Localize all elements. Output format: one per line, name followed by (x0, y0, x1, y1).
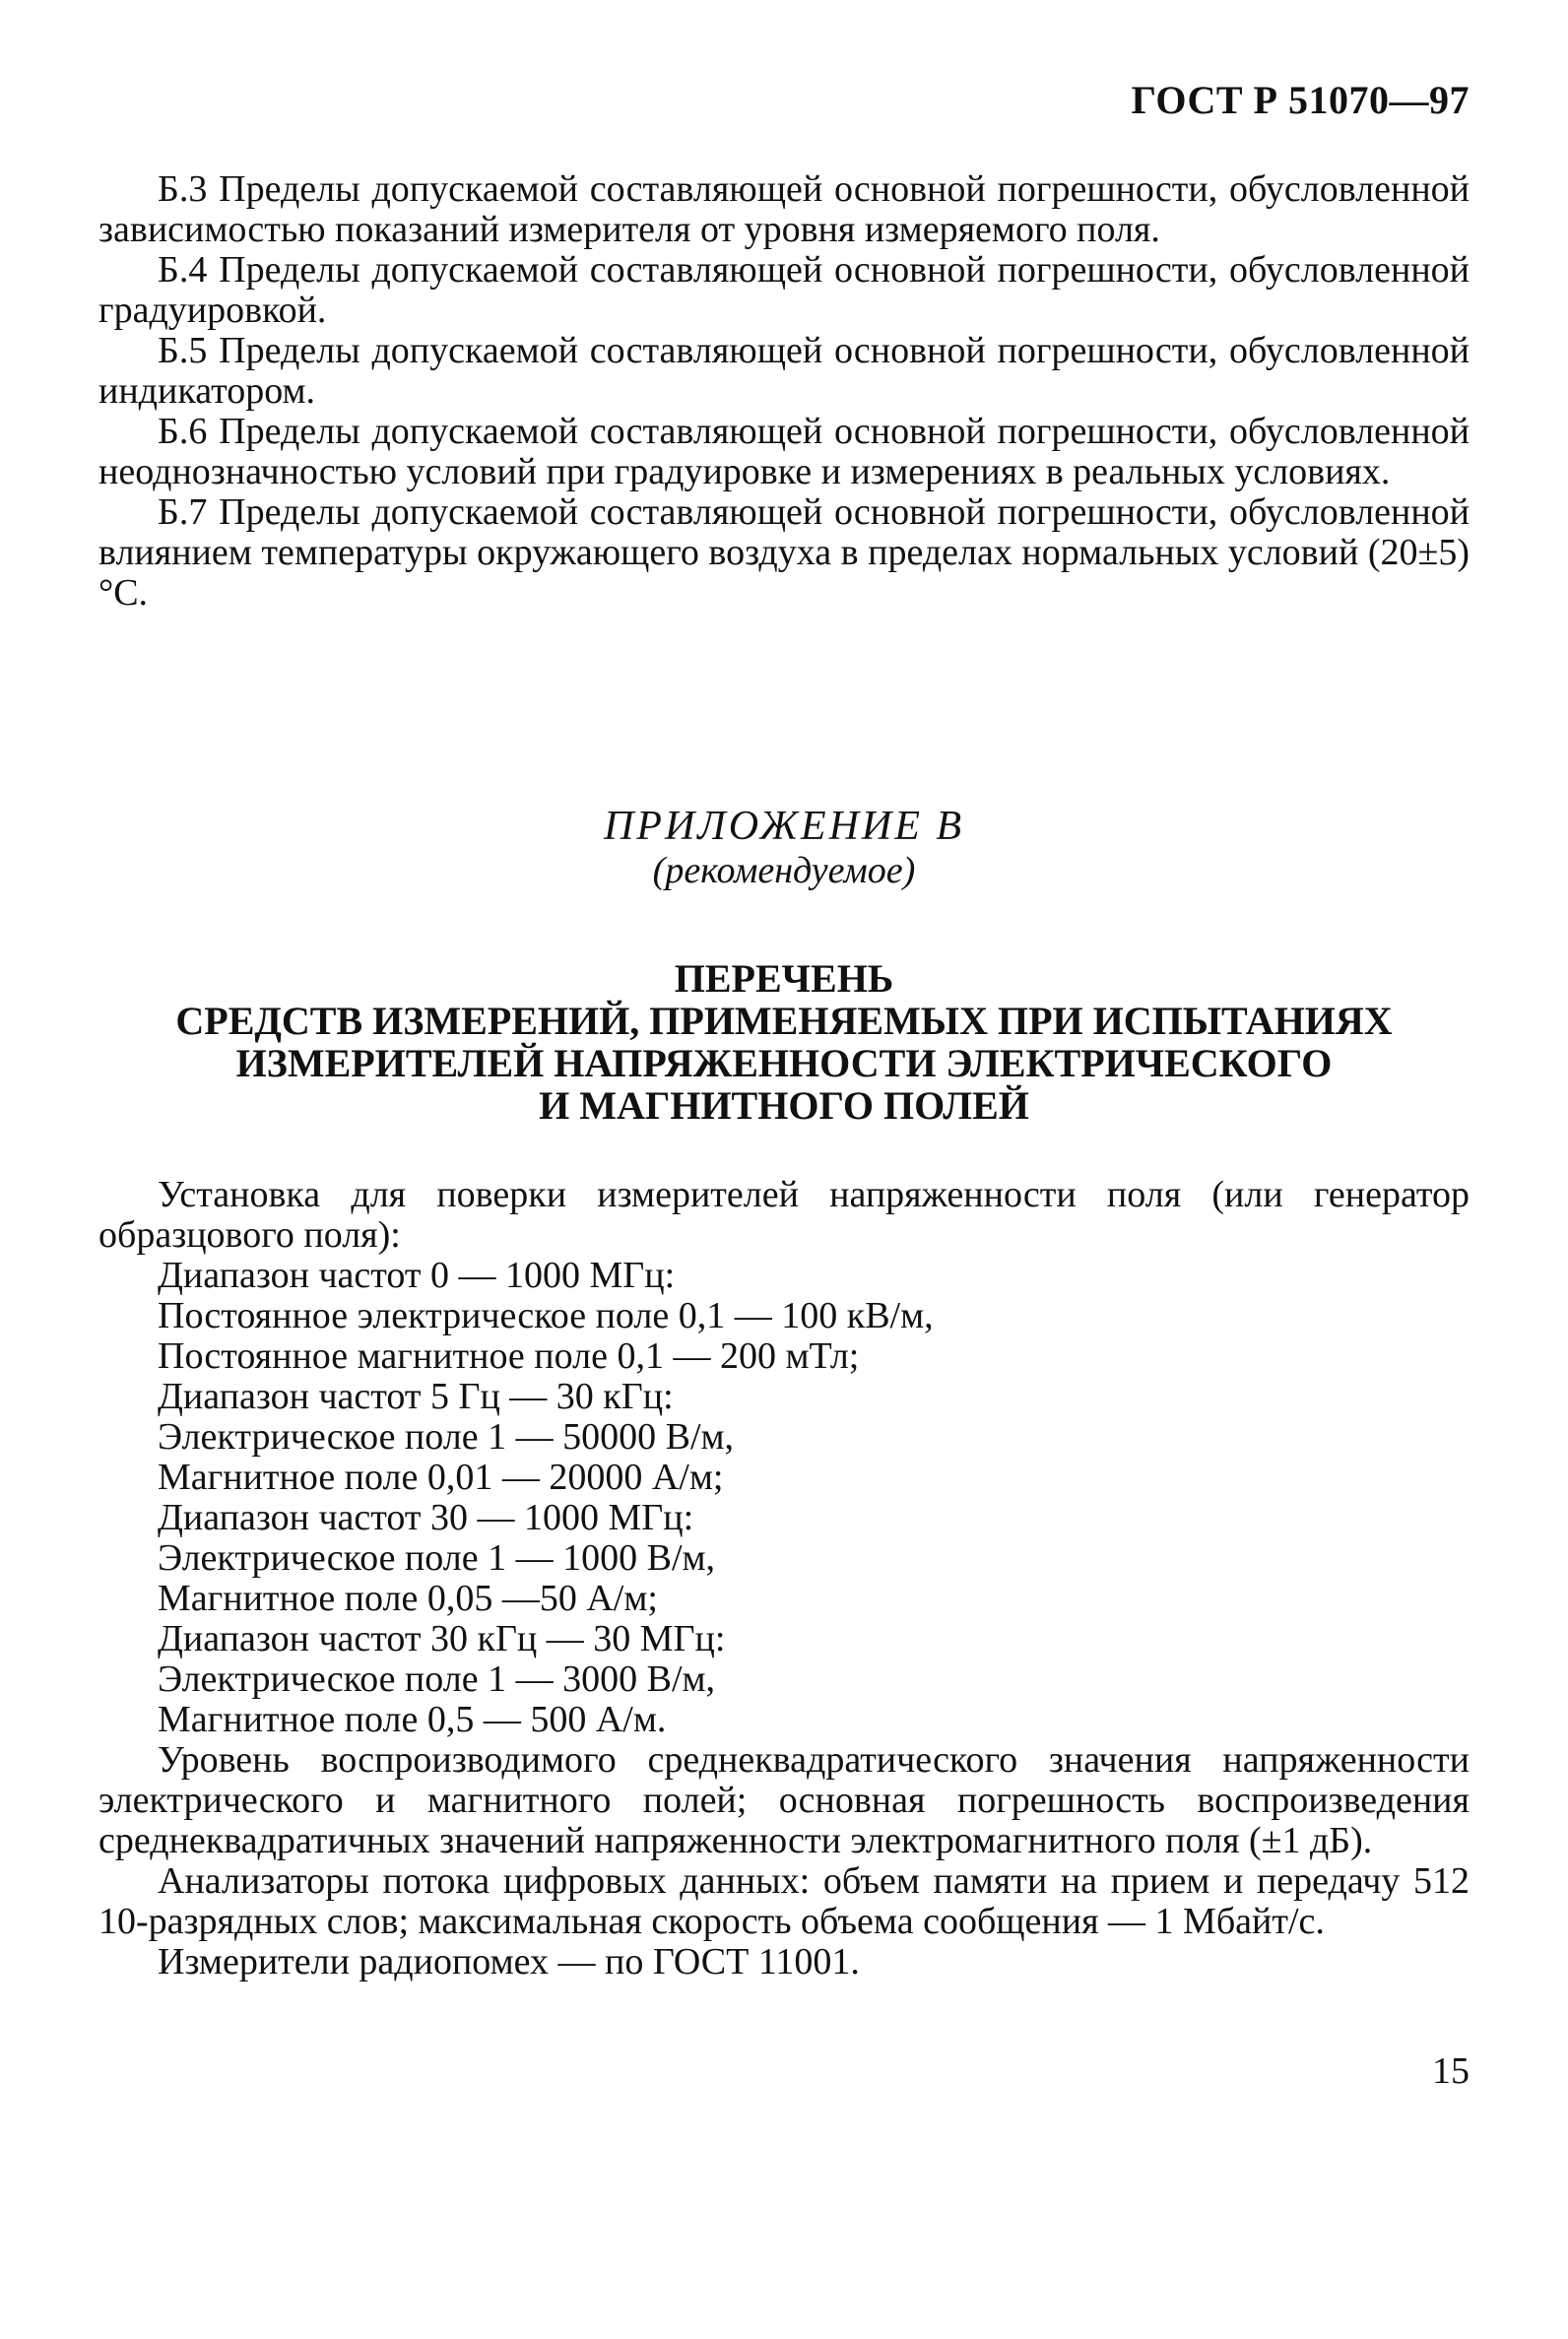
spec-item: Постоянное электрическое поле 0,1 — 100 кВ/м, (158, 1295, 934, 1336)
spec-item: Диапазон частот 30 — 1000 МГц: (158, 1497, 694, 1538)
spec-item: Электрическое поле 1 — 3000 В/м, (158, 1658, 716, 1700)
spec-item: Постоянное магнитное поле 0,1 — 200 мТл; (158, 1335, 860, 1377)
intro-paragraph: Установка для поверки измерителей напряженности поля (или генератор образцового поля): (98, 1174, 1470, 1256)
spec-item: Диапазон частот 0 — 1000 МГц: (158, 1255, 676, 1296)
appendix-heading (0, 957, 1568, 1127)
spec-item: Диапазон частот 30 кГц — 30 МГц: (158, 1618, 726, 1659)
paragraph-b7: Б.7 Пределы допускаемой составляющей основной погрешности, обусловленной влиянием температуры окружающего воздуха в пределах нормальных условий (20±5) °С. (98, 491, 1470, 614)
radio-interference-paragraph: Измерители радиопомех — по ГОСТ 11001. (158, 1941, 860, 1982)
paragraph-b6: Б.6 Пределы допускаемой составляющей основной погрешности, обусловленной неоднозначностью условий при градуировке и измерениях в реальных условиях. (98, 411, 1470, 492)
appendix-title: ПРИЛОЖЕНИЕ В (603, 804, 965, 849)
spec-item: Электрическое поле 1 — 1000 В/м, (158, 1537, 716, 1579)
spec-item: Магнитное поле 0,01 — 20000 А/м; (158, 1457, 724, 1498)
analyzers-paragraph: Анализаторы потока цифровых данных: объем памяти на прием и передачу 512 10-разрядных слов; максимальная скорость объема сообщения — 1 Мбайт/с. (98, 1860, 1470, 1942)
paragraph-b3: Б.3 Пределы допускаемой составляющей основной погрешности, обусловленной зависимостью показаний измерителя от уровня измеряемого поля. (98, 168, 1470, 250)
paragraph-b5: Б.5 Пределы допускаемой составляющей основной погрешности, обусловленной индикатором. (98, 330, 1470, 412)
page-number: 15 (1432, 2050, 1470, 2092)
level-paragraph: Уровень воспроизводимого среднеквадратического значения напряженности электрического и магнитного полей; основная погрешность воспроизведения среднеквадратичных значений напряженности электромагнитного поля (±1 дБ). (98, 1739, 1470, 1861)
spec-item: Магнитное поле 0,05 —50 А/м; (158, 1578, 658, 1619)
paragraph-b4: Б.4 Пределы допускаемой составляющей основной погрешности, обусловленной градуировкой. (98, 249, 1470, 331)
section-b-text (98, 169, 1470, 614)
appendix-subtitle: (рекомендуемое) (652, 850, 916, 891)
heading-line-1: ПЕРЕЧЕНЬ (674, 956, 894, 1001)
heading-line-4: И МАГНИТНОГО ПОЛЕЙ (539, 1083, 1029, 1128)
spec-item: Магнитное поле 0,5 — 500 А/м. (158, 1699, 667, 1740)
heading-line-2: СРЕДСТВ ИЗМЕРЕНИЙ, ПРИМЕНЯЕМЫХ ПРИ ИСПЫТАНИЯХ (175, 999, 1393, 1043)
spec-item: Электрическое поле 1 — 50000 В/м, (158, 1416, 735, 1458)
appendix-body (98, 1175, 1470, 1982)
document-code-header: ГОСТ Р 51070—97 (1131, 78, 1470, 122)
heading-line-3: ИЗМЕРИТЕЛЕЙ НАПРЯЖЕННОСТИ ЭЛЕКТРИЧЕСКОГО (235, 1041, 1333, 1085)
spec-item: Диапазон частот 5 Гц — 30 кГц: (158, 1376, 674, 1417)
